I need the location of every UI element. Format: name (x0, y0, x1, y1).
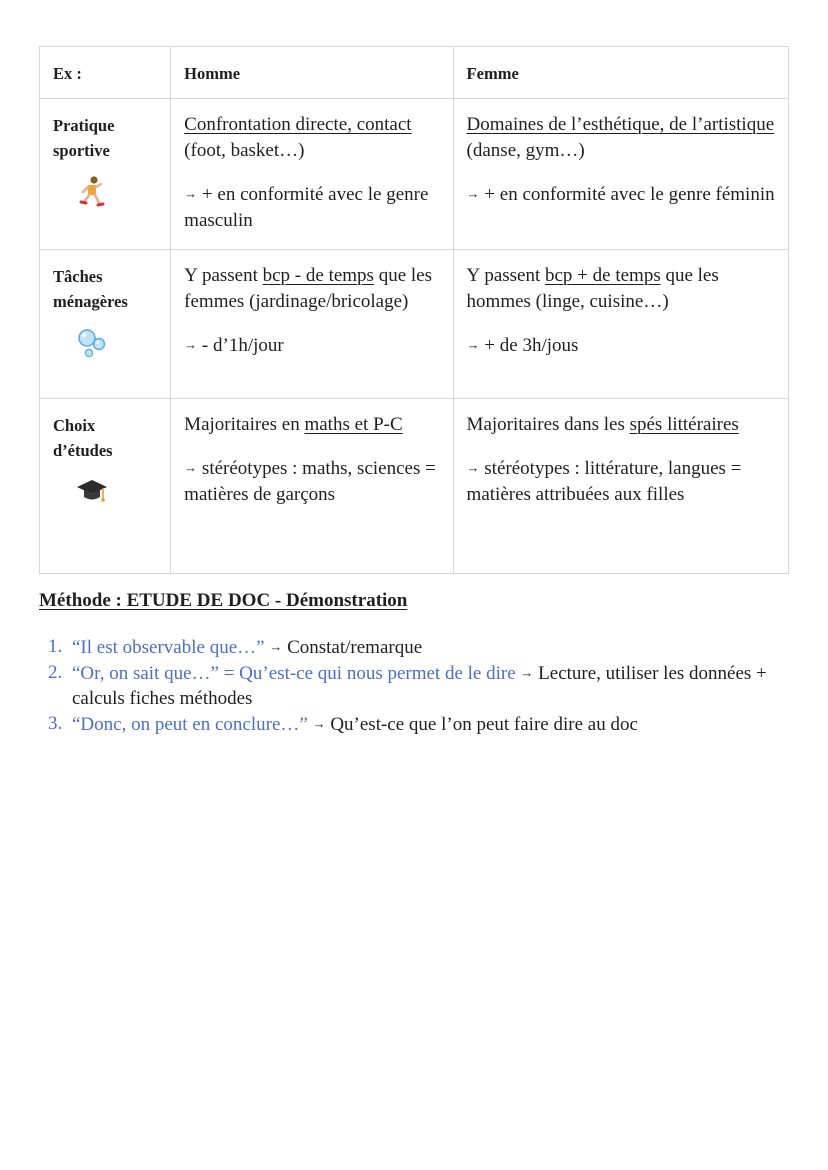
homme-cell: Confrontation directe, contact (foot, basket…) → + en conformité avec le genre masculin (171, 99, 453, 250)
femme-cell: Y passent bcp + de temps que les hommes (linge, cuisine…) → + de 3h/jous (453, 250, 788, 399)
row-label-cell (40, 250, 171, 399)
femme-cell: Domaines de l’esthétique, de l’artistique (danse, gym…) → + en conformité avec le genre féminin (453, 99, 788, 250)
header-cell-homme: Homme (171, 47, 453, 99)
graduation-cap-icon (76, 475, 108, 509)
row-label: Pratique sportive (53, 116, 115, 160)
runner-icon (76, 175, 108, 209)
header-cell-femme: Femme (453, 47, 788, 99)
row-label: Tâches ménagères (53, 267, 128, 311)
table-row (40, 250, 789, 399)
list-item: 1. “Il est observable que…” → Constat/remarque (48, 636, 423, 658)
list-item: 2. “Or, on sait que…” = Qu’est-ce qui nous permet de le dire → Lecture, utiliser les données + calculs fiches méthodes (48, 662, 767, 709)
list-item: 3. “Donc, on peut en conclure…” → Qu’est-ce que l’on peut faire dire au doc (48, 713, 638, 735)
table-row (40, 399, 789, 574)
comparison-table (39, 46, 789, 574)
table-header-row (40, 47, 789, 99)
femme-cell: Majoritaires dans les spés littéraires → stéréotypes : littérature, langues = matières attribuées aux filles (453, 399, 788, 574)
bubbles-icon (76, 326, 108, 360)
row-label-cell (40, 399, 171, 574)
row-label-cell (40, 99, 171, 250)
homme-cell: Y passent bcp - de temps que les femmes (jardinage/bricolage) → - d’1h/jour (171, 250, 453, 399)
homme-cell: Majoritaires en maths et P-C → stéréotypes : maths, sciences = matières de garçons (171, 399, 453, 574)
header-cell-ex: Ex : (40, 47, 171, 99)
methode-title: Méthode : ETUDE DE DOC - Démonstration (39, 590, 408, 611)
row-label: Choix d’études (53, 416, 113, 460)
methode-steps-list (39, 634, 799, 737)
table-row (40, 99, 789, 250)
